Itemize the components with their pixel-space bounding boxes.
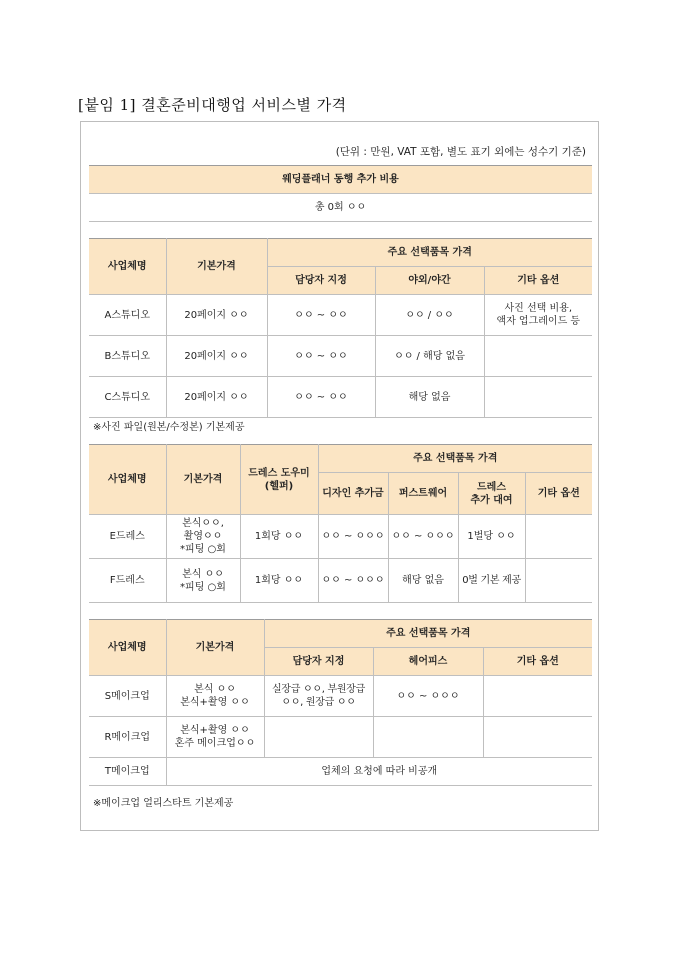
company-name: C스튜디오	[89, 377, 166, 418]
base-price: 20페이지 ㅇㅇ	[166, 336, 267, 377]
cell-line: 혼주 메이크업ㅇㅇ	[174, 738, 256, 749]
cell: ㅇㅇ ~ ㅇㅇㅇ	[318, 559, 388, 603]
studio-base-header: 기본가격	[166, 239, 267, 295]
studio-col3-header: 기타 옵션	[484, 267, 592, 295]
cell: ㅇㅇ ~ ㅇㅇㅇ	[388, 515, 458, 559]
cell: 1회당 ㅇㅇ	[240, 559, 318, 603]
cell-line: *피팅 ○회	[180, 544, 226, 555]
table-row	[89, 295, 592, 336]
cell: 해당 없음	[375, 377, 484, 418]
studio-company-header: 사업체명	[89, 239, 166, 295]
base-price	[166, 559, 240, 603]
makeup-col3-header: 기타 옵션	[483, 648, 592, 676]
cell: ㅇㅇ / ㅇㅇ	[375, 295, 484, 336]
cell	[264, 676, 373, 717]
cell: 1회당 ㅇㅇ	[240, 515, 318, 559]
cell: ㅇㅇ ~ ㅇㅇㅇ	[318, 515, 388, 559]
table-row	[89, 717, 592, 758]
company-name: B스튜디오	[89, 336, 166, 377]
table-row	[89, 758, 592, 786]
makeup-base-header: 기본가격	[166, 620, 264, 676]
planner-table	[89, 165, 592, 222]
dress-col1-header: 디자인 추가금	[318, 473, 388, 515]
cell-line: 액자 업그레이드 등	[496, 316, 581, 327]
unit-note: (단위 : 만원, VAT 포함, 별도 표기 외에는 성수기 기준)	[335, 146, 586, 158]
merged-cell: 업체의 요청에 따라 비공개	[166, 758, 592, 786]
makeup-col2-header: 헤어피스	[373, 648, 483, 676]
base-price: 20페이지 ㅇㅇ	[166, 295, 267, 336]
cell-line: *피팅 ○회	[180, 581, 226, 593]
cell	[525, 559, 592, 603]
table-row	[89, 515, 592, 559]
makeup-group-header: 주요 선택품목 가격	[264, 620, 592, 648]
company-name: F드레스	[89, 559, 166, 603]
cell	[484, 336, 592, 377]
cell	[525, 515, 592, 559]
dress-group-header: 주요 선택품목 가격	[318, 445, 592, 473]
cell: ㅇㅇ ~ ㅇㅇ	[267, 295, 375, 336]
cell-line: 본식 ㅇㅇ	[182, 568, 224, 580]
cell-line: 본식+촬영 ㅇㅇ	[180, 697, 250, 708]
header-line: (헬퍼)	[264, 480, 294, 492]
header-line: 드레스	[477, 481, 506, 493]
cell-line: 촬영ㅇㅇ	[183, 531, 223, 542]
company-name: A스튜디오	[89, 295, 166, 336]
makeup-company-header: 사업체명	[89, 620, 166, 676]
cell-line: ㅇㅇ, 원장급 ㅇㅇ	[281, 697, 356, 708]
studio-table	[89, 238, 592, 418]
cell	[373, 717, 483, 758]
dress-company-header: 사업체명	[89, 445, 166, 515]
cell-line: 사진 선택 비용,	[504, 303, 572, 314]
cell: 0벌 기본 제공	[458, 559, 525, 603]
cell	[484, 295, 592, 336]
company-name: E드레스	[89, 515, 166, 559]
company-name: S메이크업	[89, 676, 166, 717]
cell: 1벌당 ㅇㅇ	[458, 515, 525, 559]
table-row	[89, 336, 592, 377]
base-price	[166, 717, 264, 758]
cell	[484, 377, 592, 418]
cell	[483, 717, 592, 758]
base-price: 20페이지 ㅇㅇ	[166, 377, 267, 418]
company-name: T메이크업	[89, 758, 166, 786]
dress-col3-header	[458, 473, 525, 515]
cell: ㅇㅇ ~ ㅇㅇㅇ	[373, 676, 483, 717]
cell-line: 본식ㅇㅇ,	[182, 518, 224, 529]
cell-line: 본식 ㅇㅇ	[194, 684, 236, 695]
dress-helper-header	[240, 445, 318, 515]
dress-col2-header: 퍼스트웨어	[388, 473, 458, 515]
studio-group-header: 주요 선택품목 가격	[267, 239, 592, 267]
base-price	[166, 676, 264, 717]
cell: 해당 없음	[388, 559, 458, 603]
table-row	[89, 559, 592, 603]
studio-col1-header: 담당자 지정	[267, 267, 375, 295]
planner-value: 총 0회 ㅇㅇ	[89, 194, 592, 222]
header-line: 드레스 도우미	[248, 467, 310, 479]
planner-header: 웨딩플래너 동행 추가 비용	[89, 166, 592, 194]
cell-line: 본식+촬영 ㅇㅇ	[180, 725, 250, 736]
document-title: [붙임 1] 결혼준비대행업 서비스별 가격	[78, 96, 347, 114]
company-name: R메이크업	[89, 717, 166, 758]
base-price	[166, 515, 240, 559]
dress-col4-header: 기타 옵션	[525, 473, 592, 515]
cell: ㅇㅇ / 해당 없음	[375, 336, 484, 377]
makeup-table	[89, 619, 592, 786]
makeup-note: ※메이크업 얼리스타트 기본제공	[93, 798, 234, 809]
cell	[483, 676, 592, 717]
header-line: 추가 대여	[470, 494, 513, 506]
cell: ㅇㅇ ~ ㅇㅇ	[267, 336, 375, 377]
studio-note: ※사진 파일(원본/수정본) 기본제공	[93, 422, 245, 433]
cell	[264, 717, 373, 758]
table-row	[89, 377, 592, 418]
dress-base-header: 기본가격	[166, 445, 240, 515]
dress-table	[89, 444, 592, 603]
table-row	[89, 676, 592, 717]
cell: ㅇㅇ ~ ㅇㅇ	[267, 377, 375, 418]
studio-col2-header: 야외/야간	[375, 267, 484, 295]
price-frame	[80, 121, 599, 831]
makeup-col1-header: 담당자 지정	[264, 648, 373, 676]
cell-line: 실장급 ㅇㅇ, 부원장급	[272, 684, 365, 695]
